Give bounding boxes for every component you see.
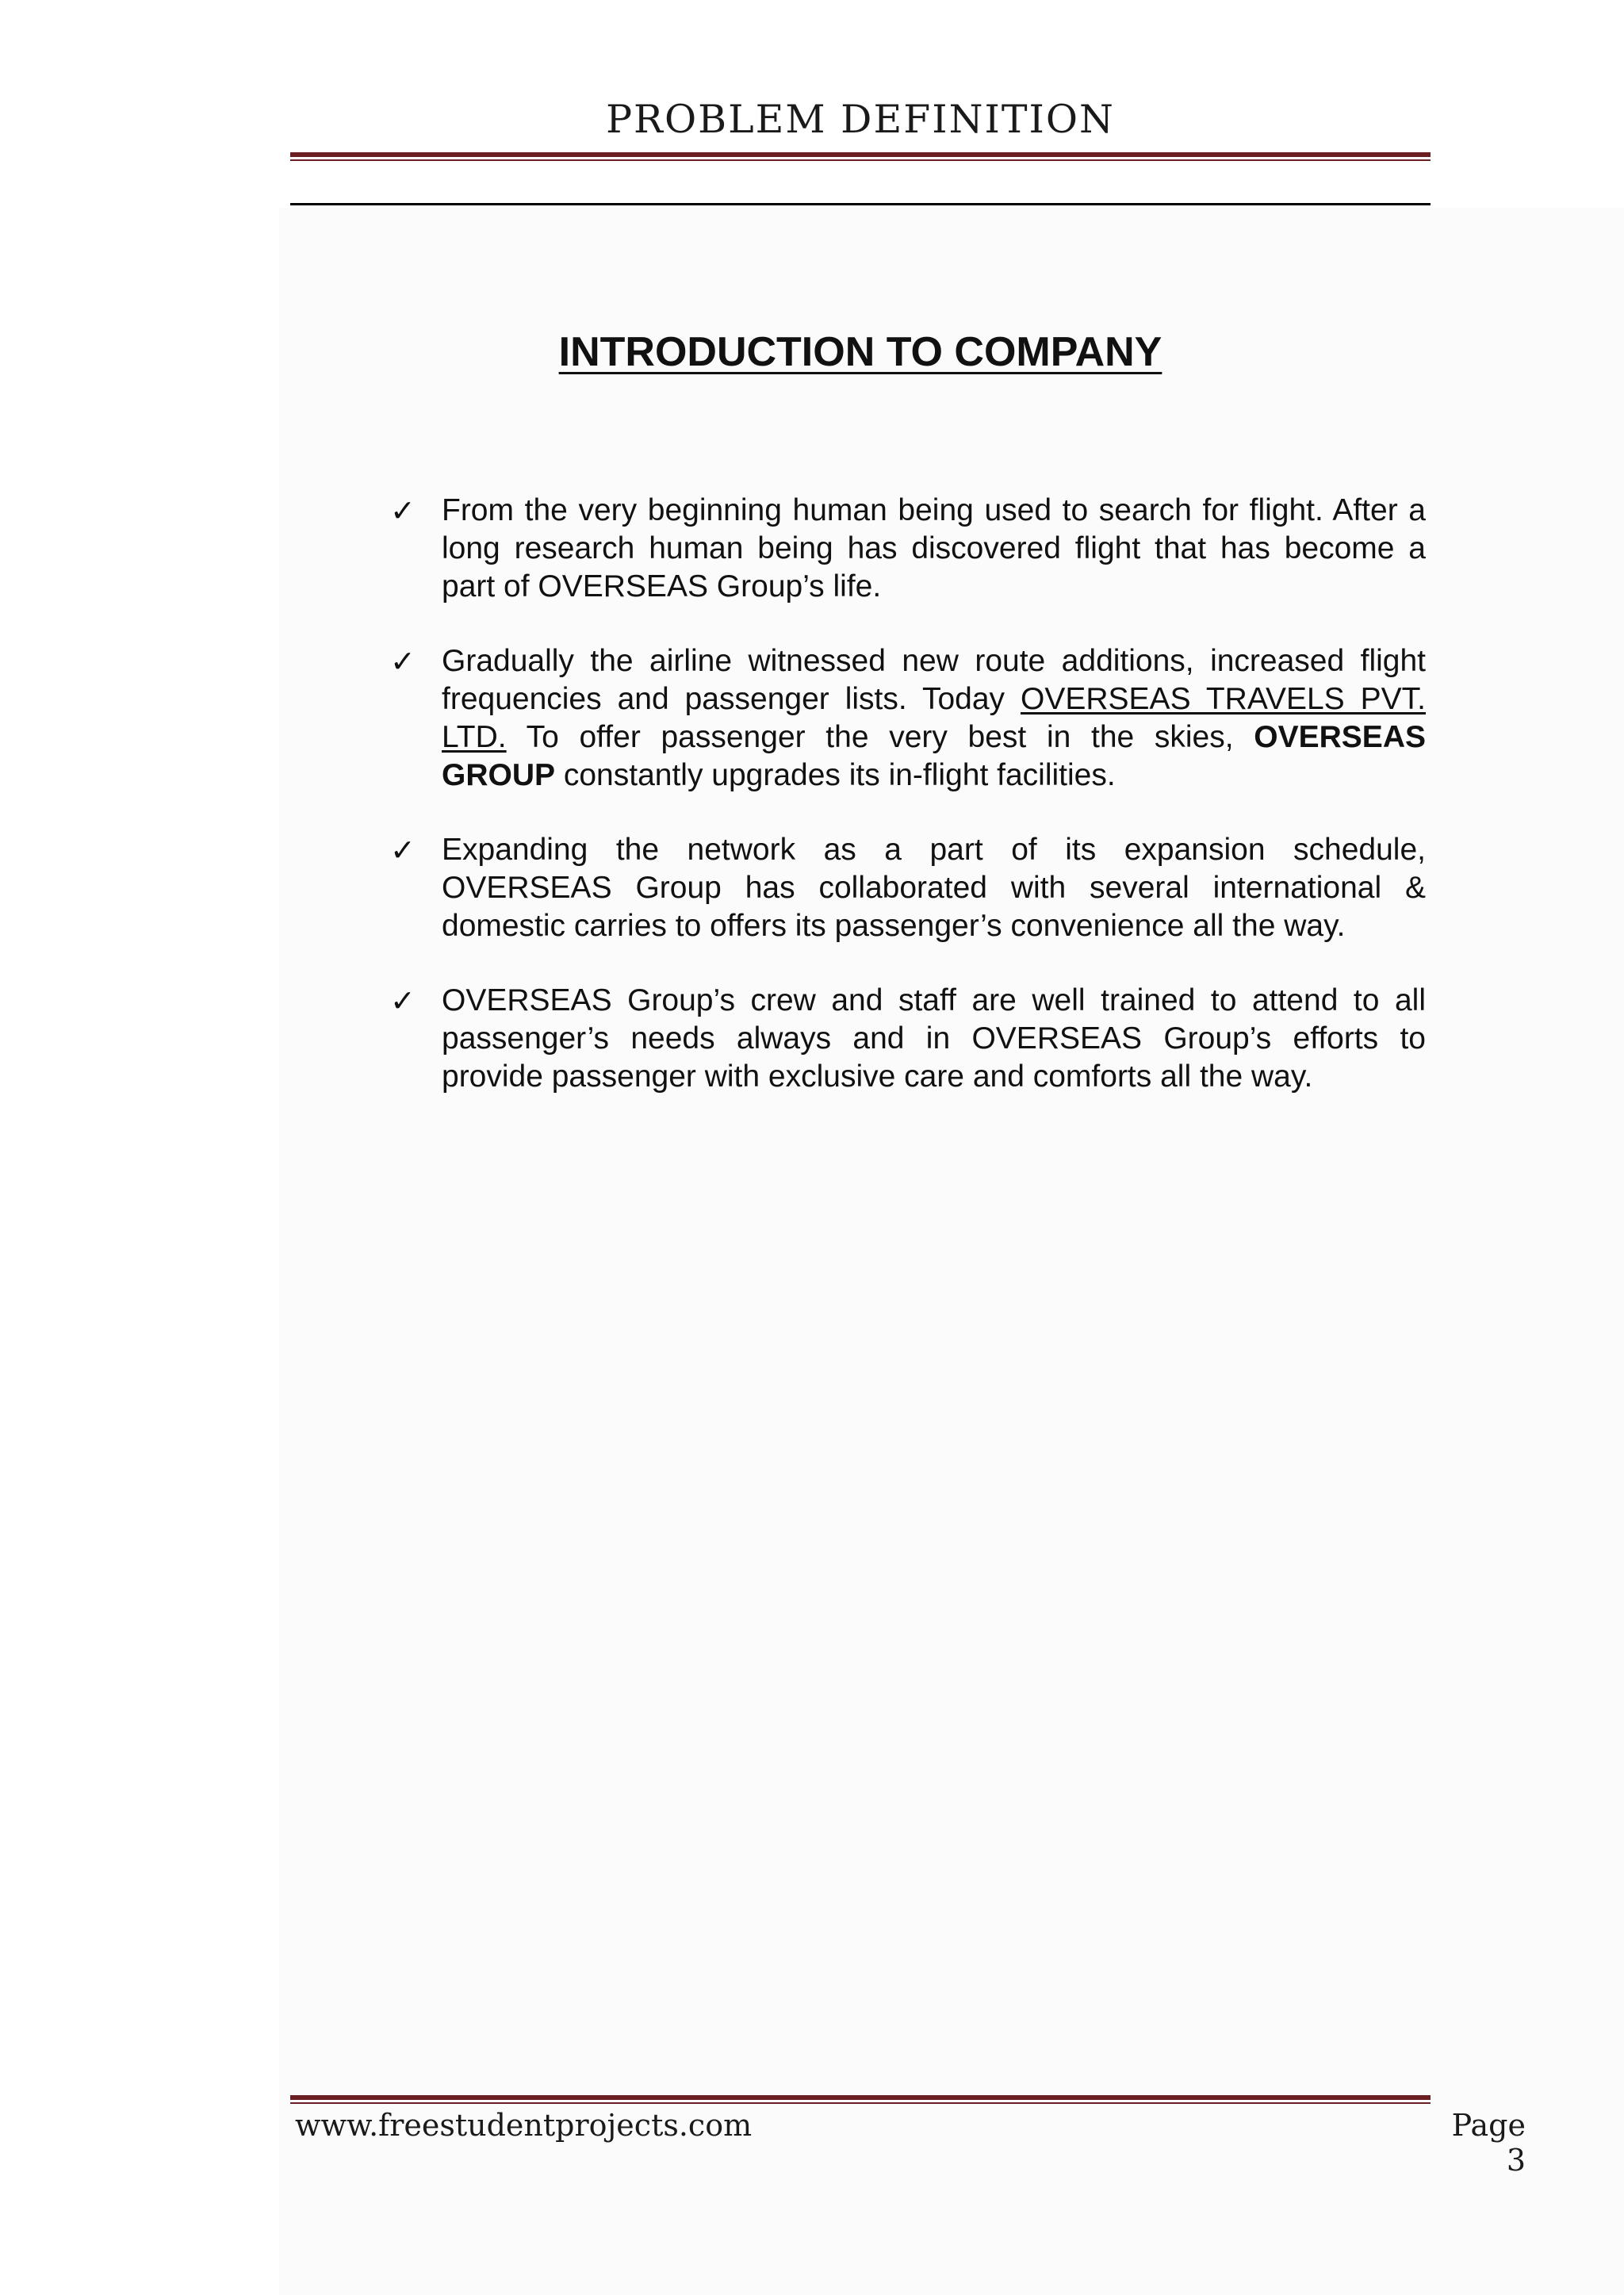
list-item [390, 642, 1426, 795]
footer-website: www.freestudentprojects.com [295, 2108, 753, 2143]
company-name-bold: OVERSEAS GROUP [442, 720, 1426, 792]
check-icon: ✓ [390, 493, 416, 528]
bullet-text-after: constantly upgrades its in-flight facilities. [555, 758, 1116, 792]
footer-page-number: Page 3 [1451, 2108, 1526, 2178]
bullet-list [390, 492, 1426, 1132]
list-item [390, 982, 1426, 1096]
bullet-text-before: Gradually the airline witnessed new route additions, increased flight frequencies and passenger lists. Today [442, 644, 1426, 716]
header-rule-bottom [290, 159, 1431, 161]
list-item [390, 492, 1426, 606]
header-divider [290, 203, 1431, 205]
check-icon: ✓ [390, 833, 416, 868]
header-rule-top [290, 152, 1431, 157]
page-header-title: PROBLEM DEFINITION [606, 97, 1115, 142]
bullet-text-middle: To offer passenger the very best in the skies, [506, 720, 1254, 754]
bullet-text: OVERSEAS Group’s crew and staff are well trained to attend to all passenger’s needs always and in OVERSEAS Group’s efforts to provide passenger with exclusive care and comforts all the way. [442, 983, 1426, 1094]
section-heading: INTRODUCTION TO COMPANY [558, 329, 1162, 375]
check-icon: ✓ [390, 644, 416, 679]
footer-rule-top [290, 2095, 1431, 2100]
check-icon: ✓ [390, 983, 416, 1018]
company-name-underlined: OVERSEAS TRAVELS PVT. LTD. [442, 682, 1426, 754]
list-item [390, 831, 1426, 945]
footer-rule-bottom [290, 2102, 1431, 2104]
bullet-text: From the very beginning human being used to search for flight. After a long research human being has discovered flight that has become a part of OVERSEAS Group’s life. [442, 493, 1426, 603]
bullet-text: Expanding the network as a part of its expansion schedule, OVERSEAS Group has collaborated with several international & domestic carries to offers its passenger’s convenience all the way. [442, 833, 1426, 943]
